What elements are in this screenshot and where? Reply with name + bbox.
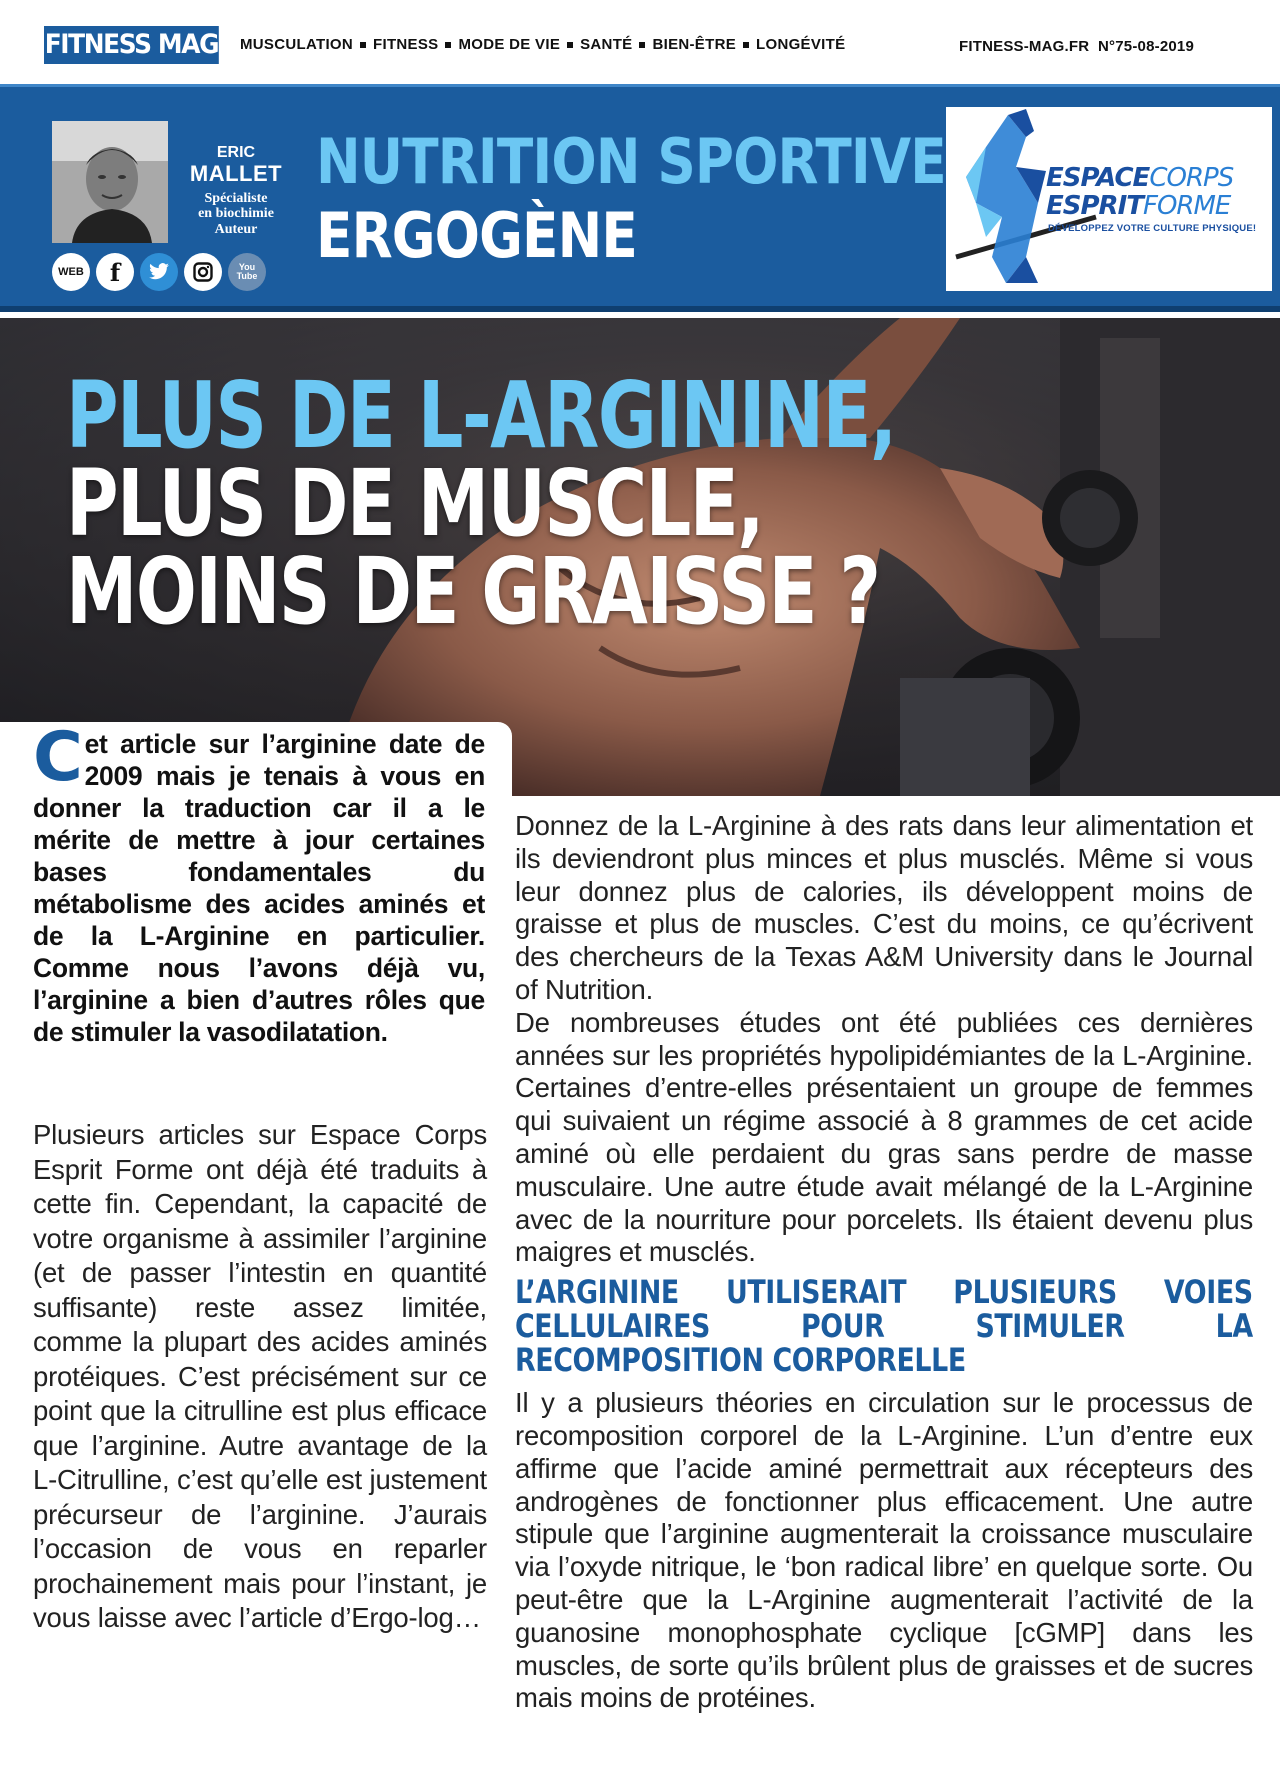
author-name xyxy=(180,145,292,185)
nav-item-sante[interactable]: SANTÉ xyxy=(580,36,633,53)
partner-logo-espace-corps-esprit-forme[interactable] xyxy=(946,107,1272,291)
section-header-band xyxy=(0,84,1280,312)
nav-item-musculation[interactable]: MUSCULATION xyxy=(240,36,354,53)
facebook-icon[interactable]: f xyxy=(96,253,134,291)
top-strip xyxy=(0,0,1280,84)
author-role-line: Spécialiste xyxy=(204,191,268,206)
partner-word: ESPRIT xyxy=(1046,191,1143,221)
category-nav xyxy=(240,36,845,53)
author-last-name: MALLET xyxy=(189,160,283,186)
instagram-icon[interactable] xyxy=(184,253,222,291)
partner-name-line-2 xyxy=(1046,191,1230,221)
issue-number: FITNESS-MAG.FR N°75-08-2019 xyxy=(959,38,1194,55)
partner-name-line-1 xyxy=(1046,163,1233,193)
headline-line-2: PLUS DE MUSCLE, xyxy=(66,450,763,557)
headline-line-1: PLUS DE L-ARGININE, xyxy=(66,362,896,469)
lead-text: et article sur l’arginine date de 2009 mais je tenais à vous en donner la traduction car il a le mérite de mettre à jour certaines bases fondamentales du métabolisme des acides aminés et de la L-Arginine en particulier. Comme nous l’avons déjà vu, l’arginine a bien d’autres rôles que de stimuler la vasodilatation. xyxy=(33,729,485,1047)
nav-item-longevite[interactable]: LONGÉVITÉ xyxy=(756,36,846,53)
nav-item-mode-de-vie[interactable]: MODE DE VIE xyxy=(458,36,561,53)
nav-item-bien-etre[interactable]: BIEN-ÊTRE xyxy=(652,36,737,53)
headline-line-3: MOINS DE GRAISSE ? xyxy=(66,538,880,645)
nav-separator xyxy=(567,42,573,48)
article-right-column xyxy=(515,810,1253,1715)
nav-item-fitness[interactable]: FITNESS xyxy=(373,36,439,53)
author-role-line: Auteur xyxy=(214,221,258,237)
nav-separator xyxy=(445,42,451,48)
youtube-label: Tube xyxy=(236,271,258,281)
nav-separator xyxy=(360,42,366,48)
author-role xyxy=(180,191,292,237)
fitness-mag-logo[interactable]: FITNESS MAG xyxy=(44,26,219,64)
paragraph: Il y a plusieurs théories en circulation sur le processus de recomposition corporel de la L-Arginine. L’un d’entre eux affirme que l’acide aminé permettrait aux récepteurs des androgènes de fonctionner plus efficacement. Une autre stipule que l’arginine augmenterait la croissance musculaire via l’oxyde nitrique, le ‘bon radical libre’ en quelque sorte. Ou peut-être que la L-Arginine augmenterait l’activité de la guanosine monophosphate cyclique [cGMP] dans les muscles, de sorte qu’ils brûlent plus de graisses et de sucres mais moins de protéines. xyxy=(515,1387,1253,1714)
partner-word: CORPS xyxy=(1149,163,1234,193)
twitter-icon[interactable] xyxy=(140,253,178,291)
author-first-name: ERIC xyxy=(216,144,256,161)
paragraph: Donnez de la L-Arginine à des rats dans leur alimentation et ils deviendront plus minces et plus musclés. Même si vous leur donnez plus de calories, ils développent moins de graisse et plus de muscles. C’est du moins, ce qu’écrivent des chercheurs de la Texas A&M University dans le Journal of Nutrition. xyxy=(515,810,1253,1005)
partner-word: ESPACE xyxy=(1046,163,1150,193)
paragraph: De nombreuses études ont été publiées ces dernières années sur les propriétés hypolipidémiantes de la L-Arginine. Certaines d’entre-elles présentaient un groupe de femmes qui suivaient un régime associé à 8 grammes de cet acide aminé où elle perdaient du gras sans perdre de masse musculaire. Une autre étude avait mélangé de la L-Arginine avec de la nourriture pour porcelets. Ils étaient devenu plus maigres et musclés. xyxy=(515,1006,1253,1268)
youtube-label: You xyxy=(238,262,256,272)
nav-separator xyxy=(743,42,749,48)
web-icon[interactable]: WEB xyxy=(52,253,90,291)
article-left-column: Plusieurs articles sur Espace Corps Esprit Forme ont déjà été traduits à cette fin. Cependant, la capacité de votre organisme à assimiler l’arginine (et de passer l’intestin en quantité suffisante) reste assez limitée, comme la plupart des acides aminés protéiques. C’est précisément sur ce point que la citrulline est plus efficace que l’arginine. Autre avantage de la L-Citrulline, c’est qu’elle est justement précurseur de l’arginine. J’aurais l’occasion de vous en reparler prochainement mais pour l’instant, je vous laisse avec l’article d’Ergo-log… xyxy=(33,1119,487,1633)
social-links xyxy=(52,253,266,291)
section-subtitle: ERGOGÈNE xyxy=(316,199,637,272)
partner-tagline: DÉVELOPPEZ VOTRE CULTURE PHYSIQUE! xyxy=(1048,223,1257,234)
drop-cap: C xyxy=(33,718,83,797)
article-lead xyxy=(33,718,485,1048)
partner-word: FORME xyxy=(1142,191,1231,221)
author-role-line: en biochimie xyxy=(198,206,274,222)
author-photo xyxy=(52,121,168,243)
youtube-icon[interactable] xyxy=(228,253,266,291)
nav-separator xyxy=(639,42,645,48)
section-title: NUTRITION SPORTIVE xyxy=(316,125,946,198)
article-subheading: L’ARGININE UTILISERAIT PLUSIEURS VOIES CELLULAIRES POUR STIMULER LA RECOMPOSITION CORPORELLE xyxy=(515,1273,1253,1380)
